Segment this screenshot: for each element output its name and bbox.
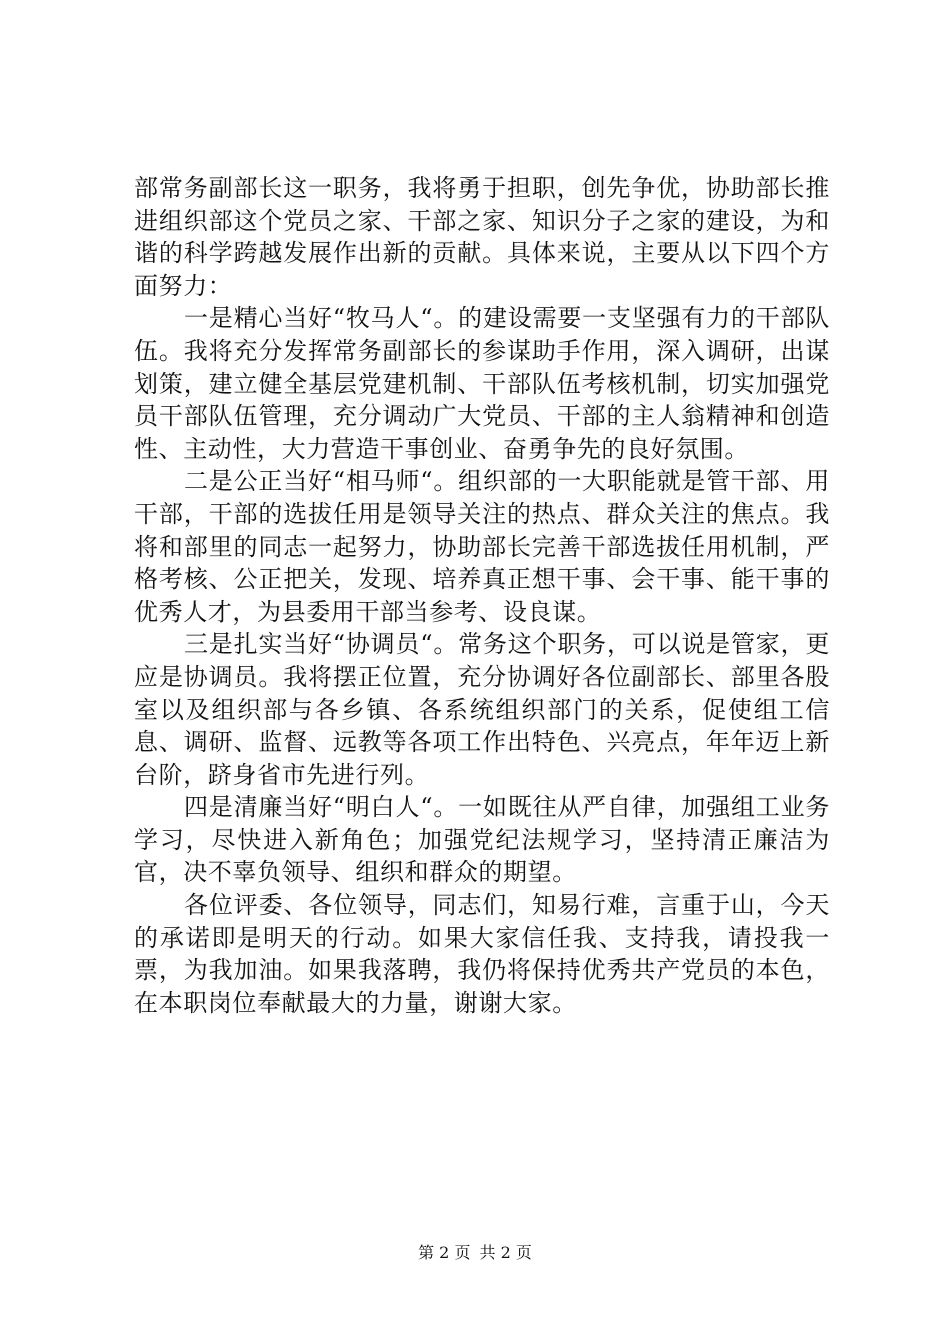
page-number: 第 2 页 xyxy=(418,1243,471,1262)
paragraph-continuation: 部常务副部长这一职务，我将勇于担职，创先争优，协助部长推进组织部这个党员之家、干部之家、知识分子之家的建设，为和谐的科学跨越发展作出新的贡献。具体来说，主要从以下四个方面努力： xyxy=(134,174,830,300)
paragraph-point-two: 二是公正当好“相马师“。组织部的一大职能就是管干部、用干部，干部的选拔任用是领导关注的热点、群众关注的焦点。我将和部里的同志一起努力，协助部长完善干部选拔任用机制，严格考核、公正把关，发现、培养真正想干事、会干事、能干事的优秀人才，为县委用干部当参考、设良谋。 xyxy=(134,467,830,626)
page-total: 共 2 页 xyxy=(479,1243,532,1262)
paragraph-point-one: 一是精心当好“牧马人“。的建设需要一支坚强有力的干部队伍。我将充分发挥常务副部长的参谋助手作用，深入调研，出谋划策，建立健全基层党建机制、干部队伍考核机制，切实加强党员干部队伍管理，充分调动广大党员、干部的主人翁精神和创造性、主动性，大力营造干事创业、奋勇争先的良好氛围。 xyxy=(134,304,830,463)
paragraph-closing: 各位评委、各位领导，同志们，知易行难，言重于山，今天的承诺即是明天的行动。如果大家信任我、支持我，请投我一票，为我加油。如果我落聘，我仍将保持优秀共产党员的本色，在本职岗位奉献最大的力量，谢谢大家。 xyxy=(134,891,830,1017)
paragraph-point-four: 四是清廉当好“明白人“。一如既往从严自律，加强组工业务学习，尽快进入新角色；加强党纪法规学习，坚持清正廉洁为官，决不辜负领导、组织和群众的期望。 xyxy=(134,793,830,887)
document-body xyxy=(134,172,830,1019)
page-footer xyxy=(0,1243,950,1263)
paragraph-point-three: 三是扎实当好“协调员“。常务这个职务，可以说是管家，更应是协调员。我将摆正位置，充分协调好各位副部长、部里各股室以及组织部与各乡镇、各系统组织部门的关系，促使组工信息、调研、监督、远教等各项工作出特色、兴亮点，年年迈上新台阶，跻身省市先进行列。 xyxy=(134,630,830,789)
